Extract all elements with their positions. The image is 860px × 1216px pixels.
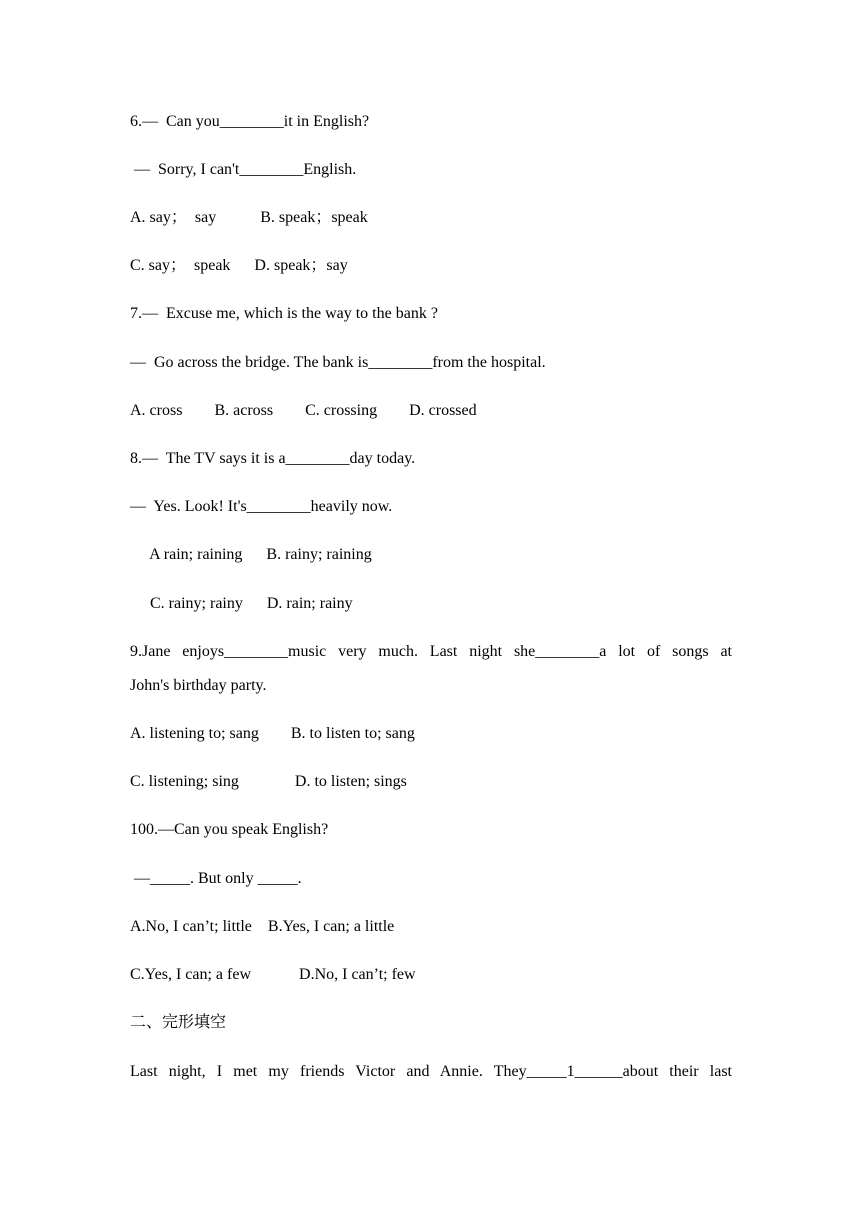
question-7-reply: — Go across the bridge. The bank is________from the hospital. bbox=[130, 354, 546, 371]
question-100-options-ab: A.No, I can’t; little B.Yes, I can; a little bbox=[130, 918, 395, 935]
question-7-prompt: 7.— Excuse me, which is the way to the bank ? bbox=[130, 305, 438, 322]
question-7-options: A. cross B. across C. crossing D. crossed bbox=[130, 402, 477, 419]
question-8-prompt: 8.— The TV says it is a________day today. bbox=[130, 450, 416, 467]
question-8-reply: — Yes. Look! It's________heavily now. bbox=[130, 498, 393, 515]
question-9-prompt-continued: John's birthday party. bbox=[130, 677, 267, 694]
question-6-reply: — Sorry, I can't________English. bbox=[130, 161, 357, 178]
section-heading: 二、完形填空 bbox=[130, 1014, 227, 1031]
question-9-prompt: 9.Jane enjoys________music very much. Last night she________a lot of songs at bbox=[130, 643, 732, 660]
question-6-options-ab: A. say； say B. speak；speak bbox=[130, 209, 368, 226]
question-6-options-cd: C. say； speak D. speak；say bbox=[130, 257, 348, 274]
cloze-passage-line: Last night, I met my friends Victor and Annie. They_____1______about their last bbox=[130, 1063, 732, 1080]
question-9-options-cd: C. listening; sing D. to listen; sings bbox=[130, 773, 407, 790]
question-100-reply: —_____. But only _____. bbox=[130, 870, 302, 887]
question-8-options-cd: C. rainy; rainy D. rain; rainy bbox=[130, 595, 353, 612]
question-100-options-cd: C.Yes, I can; a few D.No, I can’t; few bbox=[130, 966, 416, 983]
question-100-prompt: 100.—Can you speak English? bbox=[130, 821, 329, 838]
question-8-options-ab: A rain; raining B. rainy; raining bbox=[130, 546, 372, 563]
question-6-prompt: 6.— Can you________it in English? bbox=[130, 113, 370, 130]
question-9-options-ab: A. listening to; sang B. to listen to; sang bbox=[130, 725, 415, 742]
